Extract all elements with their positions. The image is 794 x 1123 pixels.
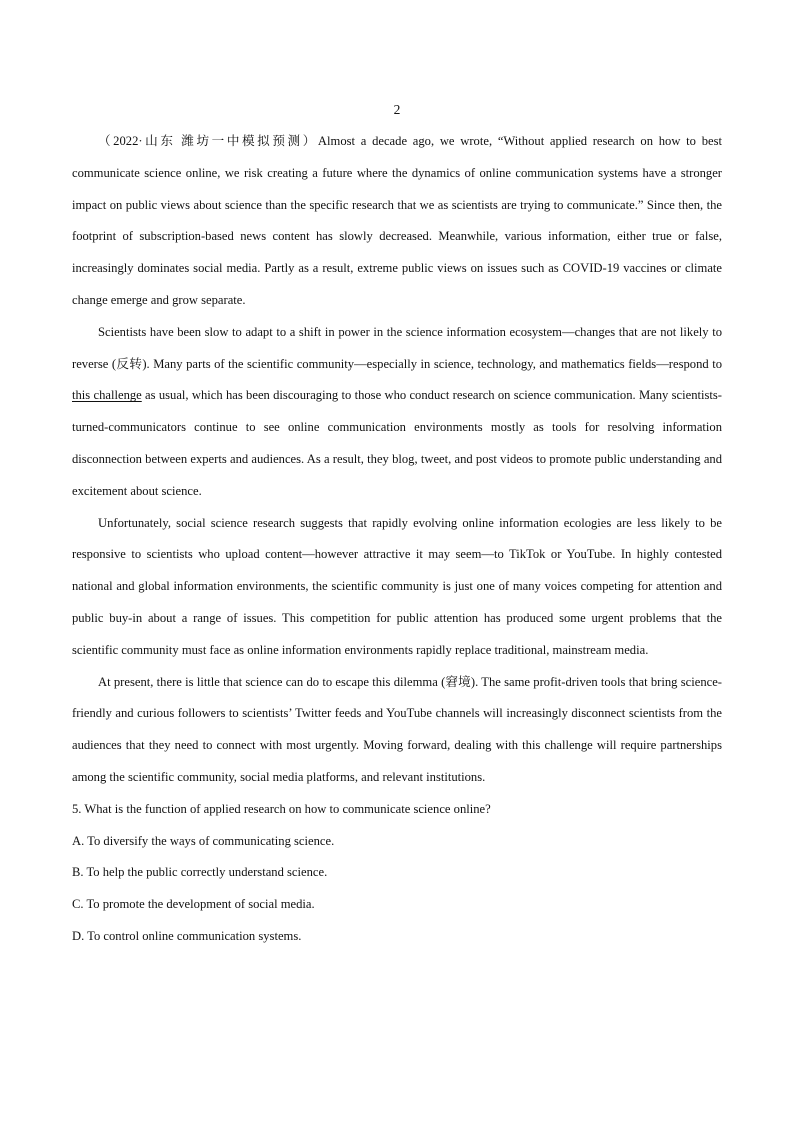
passage-paragraph-2-text-start: Scientists have been slow to adapt to a shift in power in the science information ecosystem—changes that are not likely to reverse (反转). Many parts of the scientific community—especially in science, technology, and mathematics fields—respond to [72, 324, 722, 371]
option-a: A. To diversify the ways of communicating science. [72, 833, 335, 848]
option-d: D. To control online communication systems. [72, 928, 302, 943]
question-stem: 5. What is the function of applied research on how to communicate science online? [72, 801, 491, 816]
option-b: B. To help the public correctly understand science. [72, 865, 328, 880]
passage-paragraph-3: Unfortunately, social science research suggests that rapidly evolving online information ecologies are less likely to be responsive to scientists who upload content—however attractive it may seem—to TikTok or YouTube. In highly contested national and global information environments, the scientific community is just one of many voices competing for attention and public buy-in about a range of issues. This competition for public attention has produced some urgent problems that the scientific community must face as online information environments rapidly replace traditional, mainstream media. [72, 515, 722, 657]
passage-paragraph-2-text-end: as usual, which has been discouraging to those who conduct research on science communication. Many scientists-turned-communicators continue to see online communication environments mostly as tools for resolving information disconnection between experts and audiences. As a result, they blog, tweet, and post videos to promote public understanding and excitement about science. [72, 388, 722, 498]
passage-paragraph-1: （2022·山东 潍坊一中模拟预测）Almost a decade ago, we wrote, “Without applied research on how to best communicate science online, we risk creating a future where the dynamics of online communication systems have a stronger impact on public views about science than the specific research that we as scientists are trying to communicate.” Since then, the footprint of subscription-based news content has slowly decreased. Meanwhile, various information, either true or false, increasingly dominates social media. Partly as a result, extreme public views on issues such as COVID-19 vaccines or climate change emerge and grow separate. [72, 134, 722, 307]
page-number: 2 [393, 102, 401, 117]
option-c: C. To promote the development of social media. [72, 897, 315, 912]
underlined-phrase: this challenge [72, 388, 142, 403]
passage-paragraph-2 [72, 317, 722, 508]
passage-paragraph-4: At present, there is little that science can do to escape this dilemma (窘境). The same profit-driven tools that bring science-friendly and curious followers to scientists’ Twitter feeds and YouTube channels will increasingly disconnect scientists from the audiences that they need to connect with most urgently. Moving forward, dealing with this challenge will require partnerships among the scientific community, social media platforms, and relevant institutions. [72, 674, 722, 784]
reading-passage [72, 126, 722, 953]
